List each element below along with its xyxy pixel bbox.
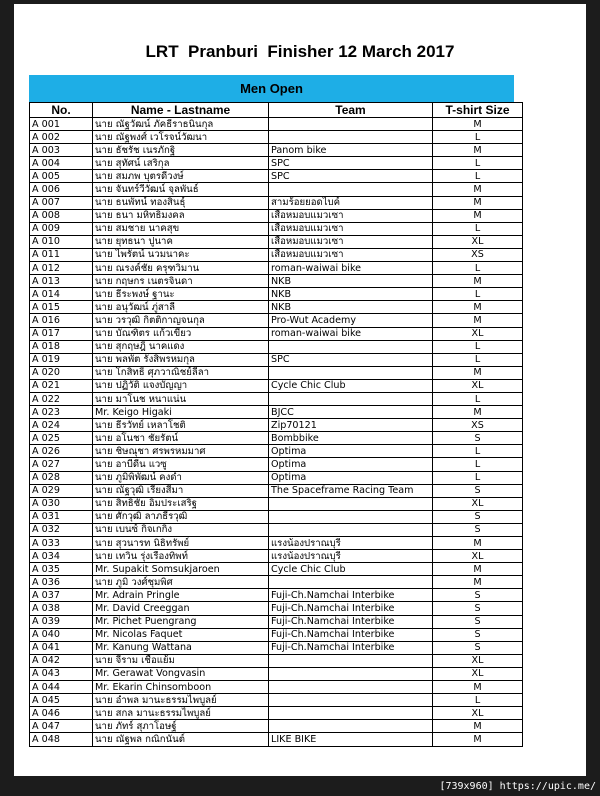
row-name: นาย ธัชรัช เนรภักฐิ xyxy=(93,144,269,157)
row-number: A 004 xyxy=(30,157,93,170)
section-header-men-open: Men Open xyxy=(29,75,514,102)
table-row xyxy=(30,196,523,209)
row-size: XL xyxy=(433,654,523,667)
row-number: A 023 xyxy=(30,406,93,419)
row-number: A 025 xyxy=(30,432,93,445)
row-size: M xyxy=(433,301,523,314)
row-number: A 041 xyxy=(30,641,93,654)
row-size: S xyxy=(433,432,523,445)
row-name: Mr. Keigo Higaki xyxy=(93,406,269,419)
row-size: XL xyxy=(433,379,523,392)
row-name: Mr. Adrain Pringle xyxy=(93,589,269,602)
row-number: A 011 xyxy=(30,248,93,261)
row-team: เสือหมอบแมวเซา xyxy=(269,222,433,235)
row-number: A 040 xyxy=(30,628,93,641)
table-row xyxy=(30,550,523,563)
row-name: นาย สุทัศน์ เสริกุล xyxy=(93,157,269,170)
row-team: แรงน้องปราณบุรี xyxy=(269,550,433,563)
row-number: A 009 xyxy=(30,222,93,235)
row-number: A 048 xyxy=(30,733,93,746)
image-host-credit: [739x960] https://upic.me/ xyxy=(439,781,596,792)
row-name: นาย ณัฐพล กณิกนันต์ xyxy=(93,733,269,746)
row-number: A 001 xyxy=(30,118,93,131)
row-size: M xyxy=(433,314,523,327)
table-row xyxy=(30,497,523,510)
row-name: Mr. Gerawat Vongvasin xyxy=(93,667,269,680)
row-team: BJCC xyxy=(269,406,433,419)
table-row xyxy=(30,301,523,314)
row-number: A 022 xyxy=(30,392,93,405)
table-row xyxy=(30,537,523,550)
table-row xyxy=(30,510,523,523)
table-row xyxy=(30,641,523,654)
row-name: นาย ภูมิพิพัฒน์ คงดำ xyxy=(93,471,269,484)
row-team: เสือหมอบแมวเซา xyxy=(269,248,433,261)
row-team: SPC xyxy=(269,170,433,183)
row-name: นาย ณรงค์ชัย ครุฑวิมาน xyxy=(93,262,269,275)
row-team: Optima xyxy=(269,445,433,458)
table-row xyxy=(30,288,523,301)
row-team: Optima xyxy=(269,471,433,484)
row-team: NKB xyxy=(269,288,433,301)
table-row xyxy=(30,484,523,497)
row-number: A 039 xyxy=(30,615,93,628)
row-number: A 045 xyxy=(30,694,93,707)
row-size: L xyxy=(433,131,523,144)
row-team xyxy=(269,392,433,405)
row-team: NKB xyxy=(269,301,433,314)
row-number: A 030 xyxy=(30,497,93,510)
row-name: นาย เทวิน รุ่งเรืองทิพท์ xyxy=(93,550,269,563)
row-size: XS xyxy=(433,248,523,261)
row-team: roman-waiwai bike xyxy=(269,327,433,340)
table-row xyxy=(30,654,523,667)
column-header-name: Name - Lastname xyxy=(93,103,269,118)
row-number: A 005 xyxy=(30,170,93,183)
row-team xyxy=(269,720,433,733)
row-size: M xyxy=(433,406,523,419)
row-team: แรงน้องปราณบุรี xyxy=(269,537,433,550)
row-number: A 012 xyxy=(30,262,93,275)
table-row xyxy=(30,392,523,405)
row-number: A 035 xyxy=(30,563,93,576)
row-size: L xyxy=(433,353,523,366)
table-row xyxy=(30,471,523,484)
row-number: A 037 xyxy=(30,589,93,602)
row-team: LIKE BIKE xyxy=(269,733,433,746)
row-team xyxy=(269,681,433,694)
row-number: A 026 xyxy=(30,445,93,458)
row-number: A 021 xyxy=(30,379,93,392)
column-header-no: No. xyxy=(30,103,93,118)
row-name: นาย ชิษณุชา ศรพรหมมาศ xyxy=(93,445,269,458)
row-name: นาย วรวุฒิ กิตติกาญจนกุล xyxy=(93,314,269,327)
row-size: M xyxy=(433,366,523,379)
row-team: Zip70121 xyxy=(269,419,433,432)
table-row xyxy=(30,379,523,392)
row-name: นาย อำพล มานะธรรมไพบูลย์ xyxy=(93,694,269,707)
table-row xyxy=(30,327,523,340)
row-name: Mr. Pichet Puengrang xyxy=(93,615,269,628)
row-name: นาย เบนซ์ กิจเกกิง xyxy=(93,523,269,536)
row-name: นาย กฤษกร เนตรจินดา xyxy=(93,275,269,288)
row-size: M xyxy=(433,275,523,288)
row-team: Bombbike xyxy=(269,432,433,445)
row-name: Mr. Supakit Somsukjaroen xyxy=(93,563,269,576)
row-team xyxy=(269,183,433,196)
row-name: นาย อนุวัฒน์ ภู่สาลี xyxy=(93,301,269,314)
table-row xyxy=(30,118,523,131)
row-team: Fuji-Ch.Namchai Interbike xyxy=(269,602,433,615)
row-size: S xyxy=(433,628,523,641)
row-team: SPC xyxy=(269,157,433,170)
row-size: M xyxy=(433,196,523,209)
row-size: L xyxy=(433,392,523,405)
row-team: NKB xyxy=(269,275,433,288)
row-name: นาย สมชาย นาคสุข xyxy=(93,222,269,235)
row-name: นาย ณัฐวุฒิ เรียงสีมา xyxy=(93,484,269,497)
table-row xyxy=(30,615,523,628)
row-size: XL xyxy=(433,550,523,563)
row-name: นาย สิทธิชัย อิ่มประเสริฐ xyxy=(93,497,269,510)
row-size: S xyxy=(433,602,523,615)
row-size: L xyxy=(433,694,523,707)
row-team: Panom bike xyxy=(269,144,433,157)
row-name: นาย สุวนารท นิธิทรัพย์ xyxy=(93,537,269,550)
row-number: A 006 xyxy=(30,183,93,196)
document-page xyxy=(14,4,586,776)
row-size: L xyxy=(433,471,523,484)
row-name: นาย ภูมิ วงศ์ชุมพิศ xyxy=(93,576,269,589)
row-team: สามร้อยยอดไบค์ xyxy=(269,196,433,209)
table-row xyxy=(30,432,523,445)
table-row xyxy=(30,458,523,471)
table-row xyxy=(30,131,523,144)
row-number: A 002 xyxy=(30,131,93,144)
row-name: นาย จันทร์วีวัฒน์ จุลพันธ์ xyxy=(93,183,269,196)
row-name: นาย ธนา มหิทธิมงคล xyxy=(93,209,269,222)
table-row xyxy=(30,667,523,680)
table-row xyxy=(30,602,523,615)
table-row xyxy=(30,628,523,641)
row-name: นาย สมภพ บุตรดีวงษ์ xyxy=(93,170,269,183)
row-number: A 034 xyxy=(30,550,93,563)
row-team: Cycle Chic Club xyxy=(269,379,433,392)
row-size: M xyxy=(433,576,523,589)
row-number: A 007 xyxy=(30,196,93,209)
row-name: นาย ปฏิวัติ แจงบัญญา xyxy=(93,379,269,392)
row-team: Fuji-Ch.Namchai Interbike xyxy=(269,641,433,654)
row-team: Fuji-Ch.Namchai Interbike xyxy=(269,628,433,641)
row-team xyxy=(269,707,433,720)
row-team xyxy=(269,667,433,680)
row-name: นาย สุกฤษฎิ์ นาคแดง xyxy=(93,340,269,353)
row-size: M xyxy=(433,183,523,196)
row-team: เสือหมอบแมวเซา xyxy=(269,235,433,248)
row-size: XL xyxy=(433,327,523,340)
row-size: L xyxy=(433,157,523,170)
row-name: Mr. Ekarin Chinsomboon xyxy=(93,681,269,694)
row-number: A 031 xyxy=(30,510,93,523)
row-name: นาย มาโนช หนาแน่น xyxy=(93,392,269,405)
table-row xyxy=(30,353,523,366)
row-number: A 024 xyxy=(30,419,93,432)
row-size: XL xyxy=(433,497,523,510)
row-size: M xyxy=(433,209,523,222)
row-number: A 008 xyxy=(30,209,93,222)
row-team xyxy=(269,576,433,589)
row-size: L xyxy=(433,458,523,471)
row-number: A 017 xyxy=(30,327,93,340)
table-row xyxy=(30,262,523,275)
row-name: Mr. David Creeggan xyxy=(93,602,269,615)
row-size: L xyxy=(433,340,523,353)
table-row xyxy=(30,235,523,248)
row-number: A 027 xyxy=(30,458,93,471)
row-name: นาย โกสิทธิ์ ศุภวาณิชย์ลีลา xyxy=(93,366,269,379)
row-number: A 029 xyxy=(30,484,93,497)
table-row xyxy=(30,222,523,235)
row-team: Cycle Chic Club xyxy=(269,563,433,576)
row-size: M xyxy=(433,537,523,550)
row-number: A 019 xyxy=(30,353,93,366)
row-number: A 028 xyxy=(30,471,93,484)
table-row xyxy=(30,366,523,379)
row-team xyxy=(269,654,433,667)
row-name: นาย อโนชา ชัยรัตน์ xyxy=(93,432,269,445)
row-team xyxy=(269,510,433,523)
row-size: XS xyxy=(433,419,523,432)
row-size: M xyxy=(433,118,523,131)
row-size: L xyxy=(433,170,523,183)
table-row xyxy=(30,720,523,733)
table-header-row xyxy=(30,103,523,118)
row-team: Optima xyxy=(269,458,433,471)
table-row xyxy=(30,406,523,419)
table-row xyxy=(30,419,523,432)
row-size: S xyxy=(433,523,523,536)
row-size: XL xyxy=(433,235,523,248)
column-header-tshirt-size: T-shirt Size xyxy=(433,103,523,118)
row-number: A 010 xyxy=(30,235,93,248)
row-size: M xyxy=(433,720,523,733)
row-name: นาย ธีระพงษ์ ฐานะ xyxy=(93,288,269,301)
table-row xyxy=(30,248,523,261)
table-row xyxy=(30,209,523,222)
row-team xyxy=(269,118,433,131)
row-name: นาย ธนพัทน์ ทองสินธุ์ xyxy=(93,196,269,209)
row-number: A 003 xyxy=(30,144,93,157)
table-row xyxy=(30,576,523,589)
row-number: A 013 xyxy=(30,275,93,288)
row-name: นาย บัณฑิตร แก้วเขียว xyxy=(93,327,269,340)
table-row xyxy=(30,170,523,183)
row-size: S xyxy=(433,589,523,602)
row-size: XL xyxy=(433,667,523,680)
row-team: roman-waiwai bike xyxy=(269,262,433,275)
row-name: นาย จีราม เชื้อแย้ม xyxy=(93,654,269,667)
row-name: นาย ยุทธนา ปูนาค xyxy=(93,235,269,248)
row-name: นาย ภัทร์ สุภาโอษฐ์ xyxy=(93,720,269,733)
row-number: A 033 xyxy=(30,537,93,550)
row-size: S xyxy=(433,484,523,497)
row-size: L xyxy=(433,222,523,235)
table-row xyxy=(30,694,523,707)
row-team: SPC xyxy=(269,353,433,366)
row-size: M xyxy=(433,681,523,694)
row-size: L xyxy=(433,262,523,275)
row-size: M xyxy=(433,144,523,157)
row-name: นาย อาบีดีน แวซู xyxy=(93,458,269,471)
row-number: A 036 xyxy=(30,576,93,589)
row-team: เสือหมอบแมวเซา xyxy=(269,209,433,222)
table-row xyxy=(30,314,523,327)
column-header-team: Team xyxy=(269,103,433,118)
row-size: XL xyxy=(433,707,523,720)
table-row xyxy=(30,563,523,576)
row-size: M xyxy=(433,733,523,746)
table-row xyxy=(30,523,523,536)
row-number: A 032 xyxy=(30,523,93,536)
row-name: นาย ณัฐพงศ์ เวโรจน์วัฒนา xyxy=(93,131,269,144)
row-size: L xyxy=(433,445,523,458)
row-name: Mr. Kanung Wattana xyxy=(93,641,269,654)
row-team xyxy=(269,340,433,353)
row-number: A 044 xyxy=(30,681,93,694)
table-row xyxy=(30,445,523,458)
row-name: นาย ศักวุฒิ ลาภธีรวุฒิ xyxy=(93,510,269,523)
row-number: A 018 xyxy=(30,340,93,353)
table-row xyxy=(30,707,523,720)
table-row xyxy=(30,589,523,602)
row-name: Mr. Nicolas Faquet xyxy=(93,628,269,641)
finisher-table xyxy=(29,102,523,747)
table-row xyxy=(30,144,523,157)
row-size: S xyxy=(433,615,523,628)
table-row xyxy=(30,340,523,353)
row-number: A 047 xyxy=(30,720,93,733)
row-name: นาย ธีรวัทย์ เหลาโชติ xyxy=(93,419,269,432)
table-row xyxy=(30,157,523,170)
row-number: A 015 xyxy=(30,301,93,314)
row-name: นาย สกล มานะธรรมไพบูลย์ xyxy=(93,707,269,720)
row-size: S xyxy=(433,641,523,654)
table-row xyxy=(30,733,523,746)
row-team xyxy=(269,131,433,144)
row-number: A 014 xyxy=(30,288,93,301)
page-title: LRT Pranburi Finisher 12 March 2017 xyxy=(145,42,455,61)
row-team: Fuji-Ch.Namchai Interbike xyxy=(269,589,433,602)
row-size: S xyxy=(433,510,523,523)
table-row xyxy=(30,681,523,694)
row-name: นาย ไพรัตน์ นวมนาคะ xyxy=(93,248,269,261)
row-size: M xyxy=(433,563,523,576)
row-team xyxy=(269,523,433,536)
row-name: นาย พลพัต รังสิพรหมกุล xyxy=(93,353,269,366)
row-number: A 046 xyxy=(30,707,93,720)
row-team: Pro-Wut Academy xyxy=(269,314,433,327)
row-team xyxy=(269,497,433,510)
row-number: A 038 xyxy=(30,602,93,615)
row-size: L xyxy=(433,288,523,301)
row-number: A 043 xyxy=(30,667,93,680)
table-row xyxy=(30,183,523,196)
row-number: A 020 xyxy=(30,366,93,379)
table-row xyxy=(30,275,523,288)
row-team: Fuji-Ch.Namchai Interbike xyxy=(269,615,433,628)
row-number: A 042 xyxy=(30,654,93,667)
row-team xyxy=(269,366,433,379)
row-name: นาย ณัฐวัฒน์ ภัคธีราธนินกุล xyxy=(93,118,269,131)
row-number: A 016 xyxy=(30,314,93,327)
row-team xyxy=(269,694,433,707)
row-team: The Spaceframe Racing Team xyxy=(269,484,433,497)
